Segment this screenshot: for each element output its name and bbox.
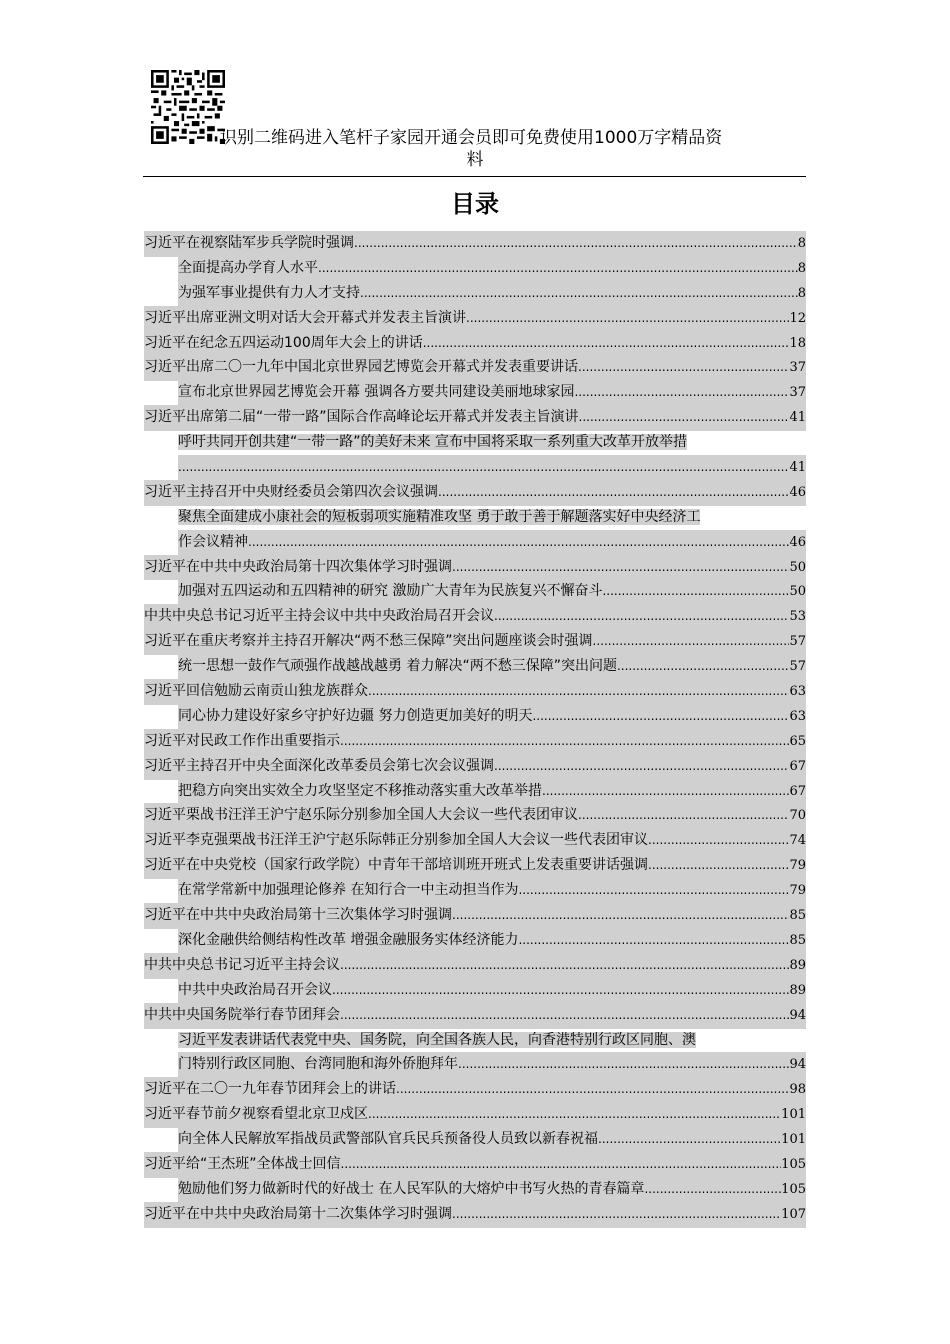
toc-leader-dots (458, 1052, 789, 1077)
toc-entry-title: 中共中央国务院举行春节团拜会 (144, 1006, 340, 1023)
toc-entry[interactable] (144, 803, 806, 828)
toc-entry-title: 习近平主持召开中央全面深化改革委员会第七次会议强调 (144, 757, 494, 774)
toc-leader-dots (340, 953, 789, 978)
toc-leader-dots (494, 754, 789, 779)
toc-entry-title: 为强军事业提供有力人才支持 (178, 284, 360, 301)
toc-leader-dots (598, 1127, 781, 1152)
table-of-contents (144, 231, 806, 1227)
toc-entry-title: 在常学常新中加强理论修养 在知行合一中主动担当作为 (178, 882, 519, 899)
toc-leader-dots (438, 480, 789, 505)
toc-entry[interactable] (144, 754, 806, 779)
toc-title: 目录 (451, 189, 499, 218)
toc-entry[interactable] (144, 978, 806, 1003)
toc-entry[interactable] (144, 604, 806, 629)
toc-entry[interactable] (144, 405, 806, 430)
toc-entry-page: 57 (789, 659, 806, 675)
toc-entry[interactable] (144, 380, 806, 405)
toc-entry-line[interactable] (144, 455, 806, 480)
toc-entry[interactable] (144, 555, 806, 580)
toc-entry-page: 57 (789, 634, 806, 650)
toc-leader-dots (617, 654, 789, 679)
toc-entry-page: 37 (789, 360, 806, 376)
toc-entry[interactable] (144, 231, 806, 256)
toc-leader-dots (648, 828, 789, 853)
toc-entry-line[interactable] (144, 1028, 806, 1053)
toc-entry-page: 37 (789, 385, 806, 401)
toc-leader-dots (248, 530, 789, 555)
toc-entry-title: 习近平在中共中央政治局第十三次集体学习时强调 (144, 907, 452, 924)
toc-entry-page: 74 (789, 833, 806, 849)
toc-entry[interactable] (144, 579, 806, 604)
header-notice-line2: 料 (466, 150, 484, 170)
toc-entry[interactable] (144, 1127, 806, 1152)
toc-leader-dots (340, 729, 789, 754)
toc-leader-dots (578, 355, 789, 380)
toc-entry-page: 85 (789, 908, 806, 924)
toc-entry[interactable] (144, 1102, 806, 1127)
toc-entry-page: 50 (789, 559, 806, 575)
toc-entry-page: 79 (789, 883, 806, 899)
toc-entry-title: 习近平回信勉励云南贡山独龙族群众 (144, 683, 368, 700)
toc-entry-title: 深化金融供给侧结构性改革 增强金融服务实体经济能力 (178, 931, 519, 948)
toc-entry-page: 53 (789, 609, 806, 625)
toc-entry-page: 105 (781, 1156, 806, 1172)
toc-entry-page: 63 (789, 708, 806, 724)
toc-leader-dots (360, 281, 798, 306)
toc-entry[interactable] (144, 1003, 806, 1028)
toc-entry-title: 统一思想一鼓作气顽强作战越战越勇 着力解决“两不愁三保障”突出问题 (178, 658, 617, 675)
header-notice (140, 127, 810, 171)
toc-entry[interactable] (144, 679, 806, 704)
toc-entry-page: 18 (789, 335, 806, 351)
toc-entry-page: 8 (797, 236, 806, 251)
toc-entry-title: 习近平出席亚洲文明对话大会开幕式并发表主旨演讲 (144, 309, 466, 326)
toc-leader-dots (178, 455, 789, 480)
toc-leader-dots (354, 231, 798, 256)
toc-leader-dots (518, 928, 789, 953)
toc-entry-page: 107 (781, 1206, 806, 1222)
toc-leader-dots (396, 1077, 789, 1102)
toc-entry-title: 中共中央政治局召开会议 (178, 981, 332, 998)
toc-entry-title: 向全体人民解放军指战员武警部队官兵民兵预备役人员致以新春祝福 (178, 1131, 598, 1148)
toc-entry[interactable] (144, 256, 806, 281)
toc-leader-dots (518, 878, 789, 903)
toc-entry-page: 67 (789, 783, 806, 799)
toc-entry-title: 习近平在中央党校（国家行政学院）中青年干部培训班开班式上发表重要讲话强调 (144, 857, 648, 874)
toc-entry-title: 习近平出席第二届“一带一路”国际合作高峰论坛开幕式并发表主旨演讲 (144, 409, 579, 426)
toc-leader-dots (574, 380, 789, 405)
toc-leader-dots (542, 779, 789, 804)
toc-entry[interactable] (144, 1152, 806, 1177)
toc-entry-title: 习近平在纪念五四运动100周年大会上的讲话 (144, 334, 423, 351)
toc-leader-dots (532, 704, 789, 729)
toc-entry-title: 习近平出席二〇一九年中国北京世界园艺博览会开幕式并发表重要讲话 (144, 359, 578, 376)
toc-entry-title: 习近平栗战书汪洋王沪宁赵乐际分别参加全国人大会议一些代表团审议 (144, 807, 578, 824)
toc-entry-page: 50 (789, 584, 806, 600)
toc-entry-title-continued: 作会议精神 (178, 533, 248, 550)
header-divider (143, 176, 806, 177)
header-notice-line1: 识别二维码进入笔杆子家园开通会员即可免费使用1000万字精品资 (220, 128, 723, 148)
toc-leader-dots (494, 604, 789, 629)
toc-entry-page: 41 (789, 410, 806, 426)
toc-entry-title: 习近平对民政工作作出重要指示 (144, 732, 340, 749)
toc-leader-dots (318, 256, 798, 281)
toc-entry-page: 65 (789, 733, 806, 749)
toc-entry-title: 习近平在视察陆军步兵学院时强调 (144, 235, 354, 251)
toc-entry-title: 习近平发表讲话代表党中央、国务院，向全国各族人民，向香港特别行政区同胞、澳 (178, 1031, 696, 1048)
toc-entry-title-continued: 门特别行政区同胞、台湾同胞和海外侨胞拜年 (178, 1056, 458, 1073)
toc-entry-line[interactable] (144, 430, 806, 455)
toc-entry[interactable] (144, 1077, 806, 1102)
toc-entry-page: 89 (789, 982, 806, 998)
toc-leader-dots (341, 1152, 782, 1177)
toc-entry[interactable] (144, 878, 806, 903)
toc-entry[interactable] (144, 828, 806, 853)
toc-entry-line[interactable] (144, 530, 806, 555)
toc-entry-page: 101 (781, 1107, 806, 1123)
toc-leader-dots (368, 1102, 781, 1127)
toc-leader-dots (332, 978, 789, 1003)
toc-leader-dots (648, 853, 789, 878)
toc-entry[interactable] (144, 480, 806, 505)
toc-entry-title: 把稳方向突出实效全力攻坚坚定不移推动落实重大改革举措 (178, 782, 542, 799)
toc-entry-title: 全面提高办学育人水平 (178, 259, 318, 276)
toc-entry-page: 105 (781, 1181, 806, 1197)
toc-entry[interactable] (144, 654, 806, 679)
toc-entry-title: 加强对五四运动和五四精神的研究 激励广大青年为民族复兴不懈奋斗 (178, 583, 603, 600)
toc-entry-line[interactable] (144, 1052, 806, 1077)
toc-entry[interactable] (144, 729, 806, 754)
toc-entry-page: 94 (789, 1007, 806, 1023)
toc-entry-title: 习近平在二〇一九年春节团拜会上的讲话 (144, 1081, 396, 1098)
toc-leader-dots (452, 1202, 781, 1227)
toc-entry-page: 94 (789, 1057, 806, 1073)
toc-entry-title: 聚焦全面建成小康社会的短板弱项实施精准攻坚 勇于敢于善于解题落实好中央经济工 (178, 508, 701, 525)
toc-leader-dots (340, 1003, 789, 1028)
toc-entry[interactable] (144, 629, 806, 654)
toc-leader-dots (466, 306, 789, 331)
toc-leader-dots (593, 629, 790, 654)
toc-entry-title: 勉励他们努力做新时代的好战士 在人民军队的大熔炉中书写火热的青春篇章 (178, 1180, 645, 1197)
toc-entry-title: 呼吁共同开创共建“一带一路”的美好未来 宣布中国将采取一系列重大改革开放举措 (178, 434, 687, 451)
toc-entry-page: 8 (797, 260, 806, 276)
toc-entry-title: 宣布北京世界园艺博览会开幕 强调各方要共同建设美丽地球家园 (178, 384, 575, 401)
toc-entry-page: 101 (781, 1132, 806, 1148)
toc-entry-title: 习近平在重庆考察并主持召开解决“两不愁三保障”突出问题座谈会时强调 (144, 633, 593, 650)
toc-entry-title: 习近平春节前夕视察看望北京卫戍区 (144, 1106, 368, 1123)
toc-entry-page: 41 (789, 460, 806, 476)
toc-entry[interactable] (144, 355, 806, 380)
toc-entry[interactable] (144, 928, 806, 953)
toc-entry[interactable] (144, 1202, 806, 1227)
toc-entry-title: 习近平在中共中央政治局第十二次集体学习时强调 (144, 1205, 452, 1222)
toc-entry[interactable] (144, 306, 806, 331)
toc-entry-page: 63 (789, 684, 806, 700)
toc-entry-page: 12 (789, 310, 806, 326)
toc-entry[interactable] (144, 853, 806, 878)
toc-leader-dots (644, 1177, 781, 1202)
toc-entry-title: 习近平给“王杰班”全体战士回信 (144, 1155, 341, 1172)
toc-entry-title: 中共中央总书记习近平主持会议 (144, 956, 340, 973)
toc-entry-line[interactable] (144, 505, 806, 530)
toc-leader-dots (452, 555, 789, 580)
toc-entry[interactable] (144, 1177, 806, 1202)
toc-leader-dots (578, 803, 789, 828)
toc-entry[interactable] (144, 779, 806, 804)
toc-entry-page: 98 (789, 1082, 806, 1098)
toc-entry-page: 85 (789, 932, 806, 948)
toc-entry-title: 中共中央总书记习近平主持会议中共中央政治局召开会议 (144, 608, 494, 625)
toc-entry[interactable] (144, 281, 806, 306)
toc-entry-title: 习近平主持召开中央财经委员会第四次会议强调 (144, 483, 438, 500)
toc-entry[interactable] (144, 331, 806, 356)
toc-entry-page: 8 (797, 285, 806, 301)
toc-leader-dots (602, 579, 789, 604)
toc-entry[interactable] (144, 704, 806, 729)
toc-entry-page: 46 (789, 534, 806, 550)
toc-entry-page: 67 (789, 758, 806, 774)
toc-entry-title: 习近平在中共中央政治局第十四次集体学习时强调 (144, 558, 452, 575)
toc-entry-page: 89 (789, 957, 806, 973)
toc-entry-title: 同心协力建设好家乡守护好边疆 努力创造更加美好的明天 (178, 707, 533, 724)
toc-leader-dots (368, 679, 789, 704)
toc-leader-dots (579, 405, 790, 430)
toc-entry-page: 46 (789, 484, 806, 500)
toc-entry-page: 79 (789, 858, 806, 874)
toc-entry[interactable] (144, 953, 806, 978)
toc-entry-title: 习近平李克强栗战书汪洋王沪宁赵乐际韩正分别参加全国人大会议一些代表团审议 (144, 832, 648, 849)
toc-entry-page: 70 (789, 808, 806, 824)
toc-leader-dots (423, 331, 790, 356)
toc-entry[interactable] (144, 903, 806, 928)
toc-leader-dots (452, 903, 789, 928)
